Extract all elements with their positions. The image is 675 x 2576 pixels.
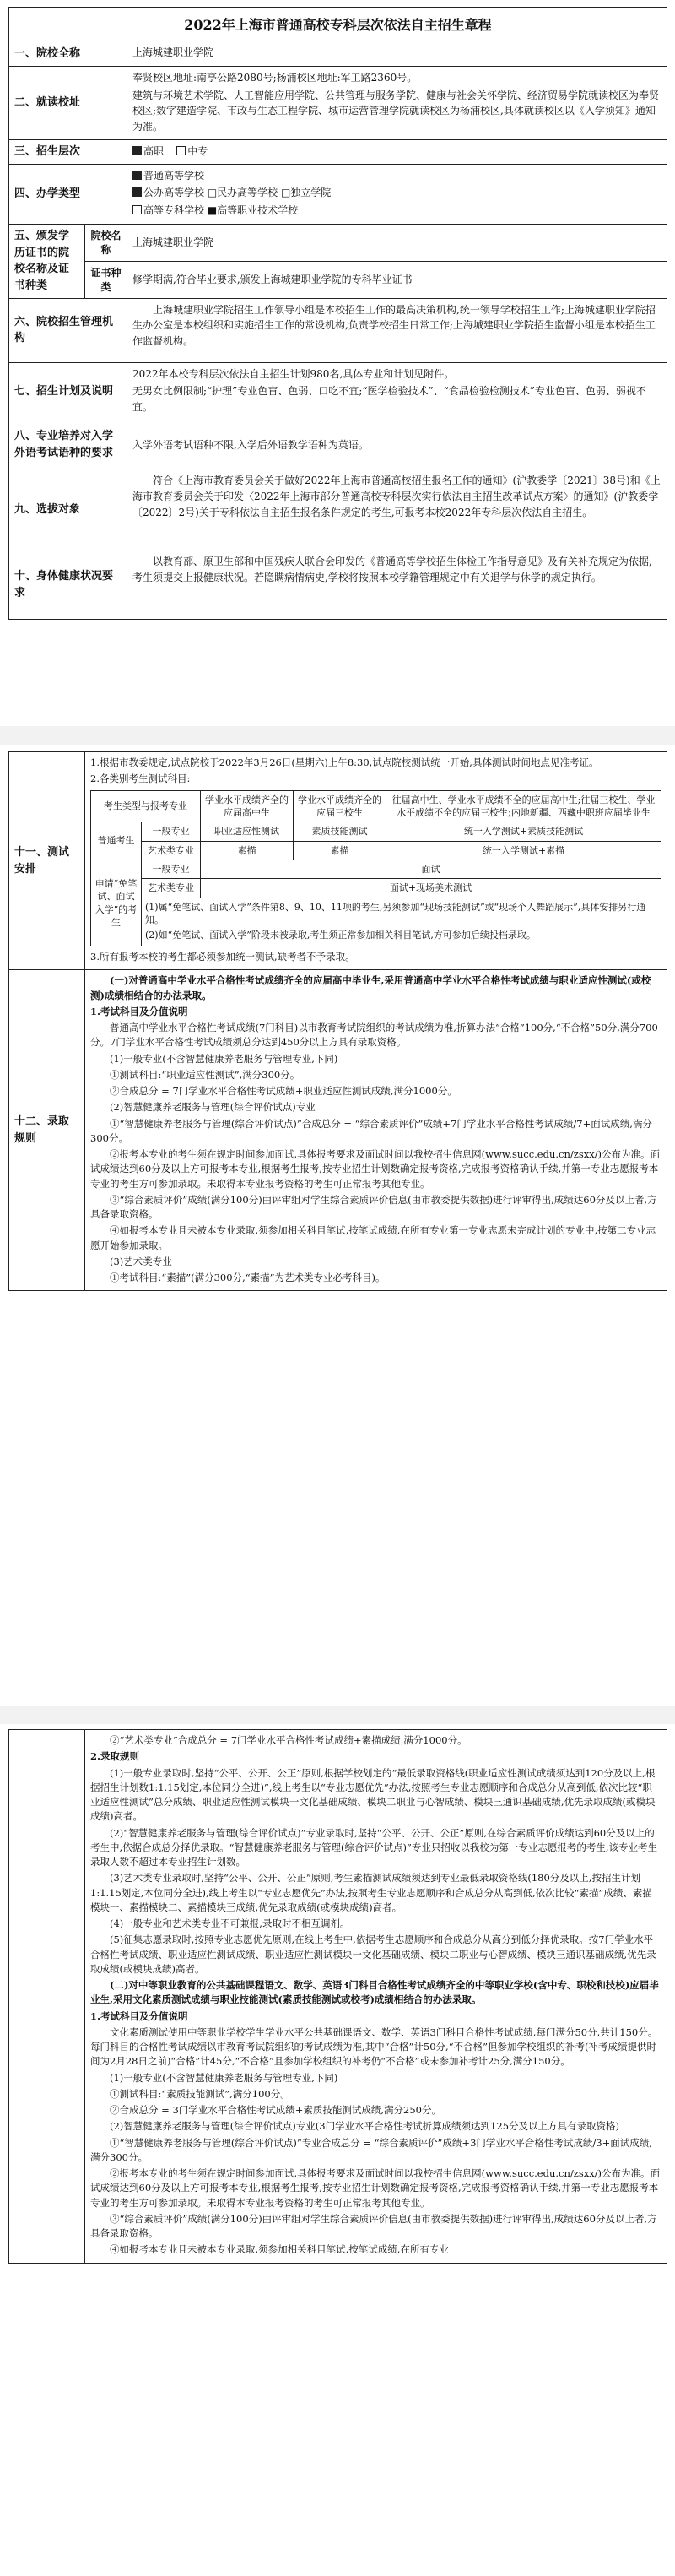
test-subject-table bbox=[90, 790, 662, 947]
section-label: 八、专业培养对入学外语考试语种的要求 bbox=[9, 420, 127, 469]
page-2 bbox=[0, 751, 675, 1291]
school-type-line: 公办高等学校 □民办高等学校 □独立学院 bbox=[143, 187, 332, 199]
row-group-label: 普通考生 bbox=[91, 822, 142, 860]
row-group-label: 申请“免笔试、面试入学”的考生 bbox=[91, 860, 142, 946]
table-cell: 统一入学测试+素质技能测试 bbox=[386, 822, 662, 841]
sub-label: 院校名称 bbox=[85, 224, 127, 261]
table-cell: 一般专业 bbox=[142, 860, 201, 879]
test-date-text: 1.根据市教委规定,试点院校于2022年3月26日(星期六)上午8:30,试点院校测试统一开始,具体测试时间地点见准考证。 bbox=[90, 757, 599, 768]
institution-name: 上海城建职业学院 bbox=[127, 41, 667, 67]
sub-heading: 1.考试科目及分值说明 bbox=[90, 2009, 188, 2022]
section-label: 五、颁发学历证书的院校名称及证书种类 bbox=[9, 224, 85, 298]
paragraph: ①测试科目:“素质技能测试”,满分100分。 bbox=[110, 2087, 290, 2100]
paragraph: ②合成总分 = 3门学业水平合格性考试成绩+素质技能测试成绩,满分250分。 bbox=[110, 2104, 442, 2116]
table-cell: 素描 bbox=[201, 841, 294, 860]
section-label: 六、院校招生管理机构 bbox=[9, 298, 127, 362]
rule-heading: (一)对普通高中学业水平合格性考试成绩齐全的应届高中毕业生,采用普通高中学业水平合格性考试成绩与职业适应性测试(或校测)成绩相结合的办法录取。 bbox=[90, 974, 651, 1001]
paragraph: 普通高中学业水平合格性考试成绩(7门科目)以市教育考试院组织的考试成绩为准,折算办法“合格”100分,“不合格”50分,满分700分。7门学业水平合格性考试成绩须总分达到450分以上方具有录取资格。 bbox=[90, 1022, 658, 1049]
certificate-type: 修学期满,符合毕业要求,颁发上海城建职业学院的专科毕业证书 bbox=[127, 261, 667, 298]
section-label: 十、身体健康状况要求 bbox=[9, 550, 127, 620]
paragraph: ①“智慧健康养老服务与管理(综合评价试点)”专业合成总分 = “综合素质评价”成绩+3门学业水平合格性考试成绩/3+面试成绩,满分300分。 bbox=[90, 2136, 652, 2163]
absence-rule-text: 3.所有报考本校的考生都必须参加统一测试,缺考者不予录取。 bbox=[90, 951, 355, 963]
paragraph: ②“艺术类专业”合成总分 = 7门学业水平合格性考试成绩+素描成绩,满分1000分。 bbox=[110, 1734, 467, 1746]
page-title: 2022年上海市普通高校专科层次依法自主招生章程 bbox=[9, 8, 667, 41]
paragraph: ④如报考本专业且未被本专业录取,须参加相关科目笔试,按笔试成绩,在所有专业第一专业志愿未完成计划的专业中,按第二专业志愿开始参加录取。 bbox=[90, 1224, 656, 1251]
paragraph: ④如报考本专业且未被本专业录取,须参加相关科目笔试,按笔试成绩,在所有专业 bbox=[110, 2243, 449, 2256]
paragraph: (1)一般专业(不含智慧健康养老服务与管理专业,下同) bbox=[110, 2071, 338, 2084]
note-text: (1)属“免笔试、面试入学”条件第8、9、10、11项的考生,另须参加“现场技能测试”或“现场个人舞蹈展示”,具体安排另行通知。 bbox=[145, 901, 646, 926]
paragraph: (1)一般专业录取时,坚持“公平、公开、公正”原则,根据学校划定的“最低录取资格线(职业适应性测试成绩须达到120分及以上,根据招生计划数1:1.15划定,本位同分全进)”,线上考生以“专业志愿优先”办法,按照考生专业志愿顺序和合成总分从高到低,依次比较“职业适应性测试”总分成绩、职业适应性测试模块一文化基础成绩、模块二职业与心智成绩、模块三通识基础成绩,优先录取成绩(或模块成绩)高者。 bbox=[90, 1766, 656, 1823]
table-cell: 素描 bbox=[294, 841, 386, 860]
health-text: 以教育部、原卫生部和中国残疾人联合会印发的《普通高等学校招生体检工作指导意见》及有关补充规定为依据,考生须提交上报健康状况。若隐瞒病情病史,学校将按照本校学籍管理规定中有关退学与休学的规定执行。 bbox=[127, 550, 667, 620]
note-text: (2)如“免笔试、面试入学”阶段未被录取,考生须正常参加相关科目笔试,方可参加后续投档录取。 bbox=[145, 929, 536, 941]
column-header: 往届高中生、学业水平成绩不全的应届高中生;往届三校生、学业水平成绩不全的应届三校生;内地新疆、西藏中职班应届毕业生 bbox=[386, 790, 662, 822]
paragraph: ③“综合素质评价”成绩(满分100分)由评审组对学生综合素质评价信息(由市教委提供数据)进行评审得出,成绩达60分及以上者,方具备录取资格。 bbox=[90, 1193, 657, 1221]
paragraph: ②报考本专业的考生须在规定时间参加面试,具体报考要求及面试时间以我校招生信息网(www.succ.edu.cn/zsxx/)公布为准。面试成绩达到60分及以上方可报考本专业,根据考生报考,按专业招生计划数确定报考资格,完成报考资格确认手续,并第一专业志愿报考本专业的考生方可参加录取。未取得本专业报考资格的考生可正常报考其他专业。 bbox=[90, 2167, 661, 2209]
paragraph: ③“综合素质评价”成绩(满分100分)由评审组对学生综合素质评价信息(由市教委提供数据)进行评审得出,成绩达60分及以上者,方具备录取资格。 bbox=[90, 2212, 657, 2239]
checkbox-empty-icon bbox=[176, 146, 186, 155]
checkbox-checked-icon bbox=[132, 146, 142, 155]
campus-address: 奉贤校区地址:南亭公路2080号;杨浦校区地址:军工路2360号。 bbox=[132, 72, 418, 84]
section-label: 二、就读校址 bbox=[9, 67, 127, 140]
column-header: 学业水平成绩齐全的应届三校生 bbox=[294, 790, 386, 822]
page-1 bbox=[0, 7, 675, 620]
table-cell: 职业适应性测试 bbox=[201, 822, 294, 841]
table-cell: 统一入学测试+素描 bbox=[386, 841, 662, 860]
paragraph: ②合成总分 = 7门学业水平合格性考试成绩+职业适应性测试成绩,满分1000分。 bbox=[110, 1085, 457, 1098]
paragraph: (1)一般专业(不含智慧健康养老服务与管理专业,下同) bbox=[110, 1052, 338, 1065]
section-label: 九、选拔对象 bbox=[9, 469, 127, 550]
paragraph: ②报考本专业的考生须在规定时间参加面试,具体报考要求及面试时间以我校招生信息网(www.succ.edu.cn/zsxx/)公布为准。面试成绩达到60分及以上方可报考本专业,根据考生报考,按专业招生计划数确定报考资格,完成报考资格确认手续,并第一专业志愿报考本专业的考生方可参加录取。未取得本专业报考资格的考生可正常报考其他专业。 bbox=[90, 1148, 661, 1190]
section-label: 十二、录取规则 bbox=[9, 970, 85, 1291]
issuing-institution: 上海城建职业学院 bbox=[127, 224, 667, 261]
table-cell: 一般专业 bbox=[142, 822, 201, 841]
table-cell: 素质技能测试 bbox=[294, 822, 386, 841]
sub-heading: 2.录取规则 bbox=[90, 1750, 140, 1763]
checkbox-empty-icon bbox=[132, 205, 142, 214]
page-separator bbox=[0, 726, 675, 745]
table-cell: 面试+现场美术测试 bbox=[201, 879, 662, 898]
checkbox-checked-icon bbox=[132, 171, 142, 180]
column-header: 学业水平成绩齐全的应届高中生 bbox=[201, 790, 294, 822]
language-requirement: 入学外语考试语种不限,入学后外语教学语种为英语。 bbox=[127, 420, 667, 469]
plan-text: 2022年本校专科层次依法自主招生计划980名,具体专业和计划见附件。 bbox=[132, 367, 455, 380]
school-type-line: 普通高等学校 bbox=[143, 169, 205, 182]
charter-table-part3 bbox=[8, 1729, 667, 2264]
sub-heading: 1.考试科目及分值说明 bbox=[90, 1005, 188, 1017]
sub-label: 证书种类 bbox=[85, 261, 127, 298]
paragraph: (2)智慧健康养老服务与管理(综合评价试点)专业 bbox=[110, 1101, 316, 1114]
level-option: 高职 bbox=[143, 145, 165, 158]
table-cell: 艺术类专业 bbox=[142, 841, 201, 860]
paragraph: ①考试科目:“素描”(满分300分,“素描”为艺术类专业必考科目)。 bbox=[110, 1272, 386, 1284]
campus-assignment: 建筑与环境艺术学院、人工智能应用学院、公共管理与服务学院、健康与社会关怀学院、经济贸易学院就读校区为奉贤校区;数字建造学院、市政与生态工程学院、城市运营管理学院就读校区为杨浦校区,具体就读校区以《入学须知》通知为准。 bbox=[132, 89, 660, 133]
checkbox-checked-icon bbox=[132, 187, 142, 197]
table-cell: 艺术类专业 bbox=[142, 879, 201, 898]
charter-table-part1 bbox=[8, 7, 667, 620]
table-cell: 面试 bbox=[201, 860, 662, 879]
school-type-line: 高等专科学校 ■高等职业技术学校 bbox=[143, 204, 299, 217]
paragraph: ①测试科目:“职业适应性测试”,满分300分。 bbox=[110, 1068, 300, 1081]
paragraph: (2)“智慧健康养老服务与管理(综合评价试点)”专业录取时,坚持“公平、公开、公正”原则,在综合素质评价成绩达到60分及以上的考生中,依据合成总分择优录取。“智慧健康养老服务与管理(综合评价试点)”专业只招收以我校为第一专业志愿报考的考生,该专业考生录取人数不超过本专业招生计划数。 bbox=[90, 1826, 658, 1868]
section-label: 七、招生计划及说明 bbox=[9, 362, 127, 420]
column-header: 考生类型与报考专业 bbox=[91, 790, 201, 822]
section-label-continued bbox=[9, 1730, 85, 2264]
section-label: 三、招生层次 bbox=[9, 140, 127, 165]
paragraph: (5)征集志愿录取时,按照专业志愿优先原则,在线上考生中,依据考生志愿顺序和合成总分从高分到低分择优录取。按7门学业水平合格性考试成绩、职业适应性测试成绩、职业适应性测试模块一文化基础成绩、模块二职业与心智成绩、模块三通识基础成绩,优先录取成绩(或模块成绩)高者。 bbox=[90, 1933, 656, 1975]
test-subjects-heading: 2.各类别考生测试科目: bbox=[90, 773, 191, 785]
paragraph: 文化素质测试使用中等职业学校学生学业水平公共基础课语文、数学、英语3门科目合格性考试成绩,每门满分50分,共计150分。每门科目的合格性考试成绩以市教育考试院组织的考试成绩为准,其中“合格”计50分,“不合格”但参加学校组织的补考(补考成绩提供时间为2月28日之前)“合格”计45分,“不合格”且参加学校组织的补考仍“不合格”或未参加补考计25分,满分150分。 bbox=[90, 2026, 658, 2068]
paragraph: ①“智慧健康养老服务与管理(综合评价试点)”合成总分 = “综合素质评价”成绩+7门学业水平合格性考试成绩/7+面试成绩,满分300分。 bbox=[90, 1117, 652, 1144]
section-label: 四、办学类型 bbox=[9, 164, 127, 224]
paragraph: (2)智慧健康养老服务与管理(综合评价试点)专业(3门学业水平合格性考试折算成绩须达到125分及以上方具有录取资格) bbox=[110, 2120, 619, 2133]
section-label: 十一、测试安排 bbox=[9, 752, 85, 970]
level-option: 中专 bbox=[187, 145, 208, 158]
page-3 bbox=[0, 1729, 675, 2264]
plan-text: 无男女比例限制;“护理”专业色盲、色弱、口吃不宜;“医学检验技术”、“食品检验检测技术”专业色盲、色弱、弱视不宜。 bbox=[132, 385, 646, 413]
charter-table-part2 bbox=[8, 751, 667, 1291]
rule-heading: (二)对中等职业教育的公共基础课程语文、数学、英语3门科目合格性考试成绩齐全的中等职业学校(含中专、职校和技校)应届毕业生,采用文化素质测试成绩与职业技能测试(素质技能测试或校考)成绩相结合的办法录取。 bbox=[90, 1979, 659, 2006]
paragraph: (3)艺术类专业录取时,坚持“公平、公开、公正”原则,考生素描测试成绩须达到专业最低录取资格线(180分及以上,按招生计划1:1.15划定,本位同分全进),线上考生以“专业志愿优先”办法,按照考生专业志愿顺序和合成总分从高到低,依次比较“素描”成绩、素描模块一、素描模块二、素描模块三成绩,优先录取成绩(或模块成绩)高者。 bbox=[90, 1872, 652, 1913]
eligibility-text: 符合《上海市教育委员会关于做好2022年上海市普通高校招生报名工作的通知》(沪教委学〔2021〕38号)和《上海市教育委员会关于印发〈2022年上海市部分普通高校专科层次实行依法自主招生改革试点方案〉的通知》(沪教委学〔2022〕2号)关于专科依法自主招生报名条件规定的考生,可报考本校2022年专科层次依法自主招生。 bbox=[127, 469, 667, 550]
page-separator bbox=[0, 1706, 675, 1724]
paragraph: (3)艺术类专业 bbox=[110, 1255, 172, 1267]
admissions-office-text: 上海城建职业学院招生工作领导小组是本校招生工作的最高决策机构,统一领导学校招生工作;上海城建职业学院招生办公室是本校组织和实施招生工作的常设机构,负责学校招生日常工作;上海城建职业学院招生监督小组是本校招生工作监督机构。 bbox=[127, 298, 667, 362]
section-label: 一、院校全称 bbox=[9, 41, 127, 67]
paragraph: (4)一般专业和艺术类专业不可兼报,录取时不相互调剂。 bbox=[110, 1917, 350, 1929]
